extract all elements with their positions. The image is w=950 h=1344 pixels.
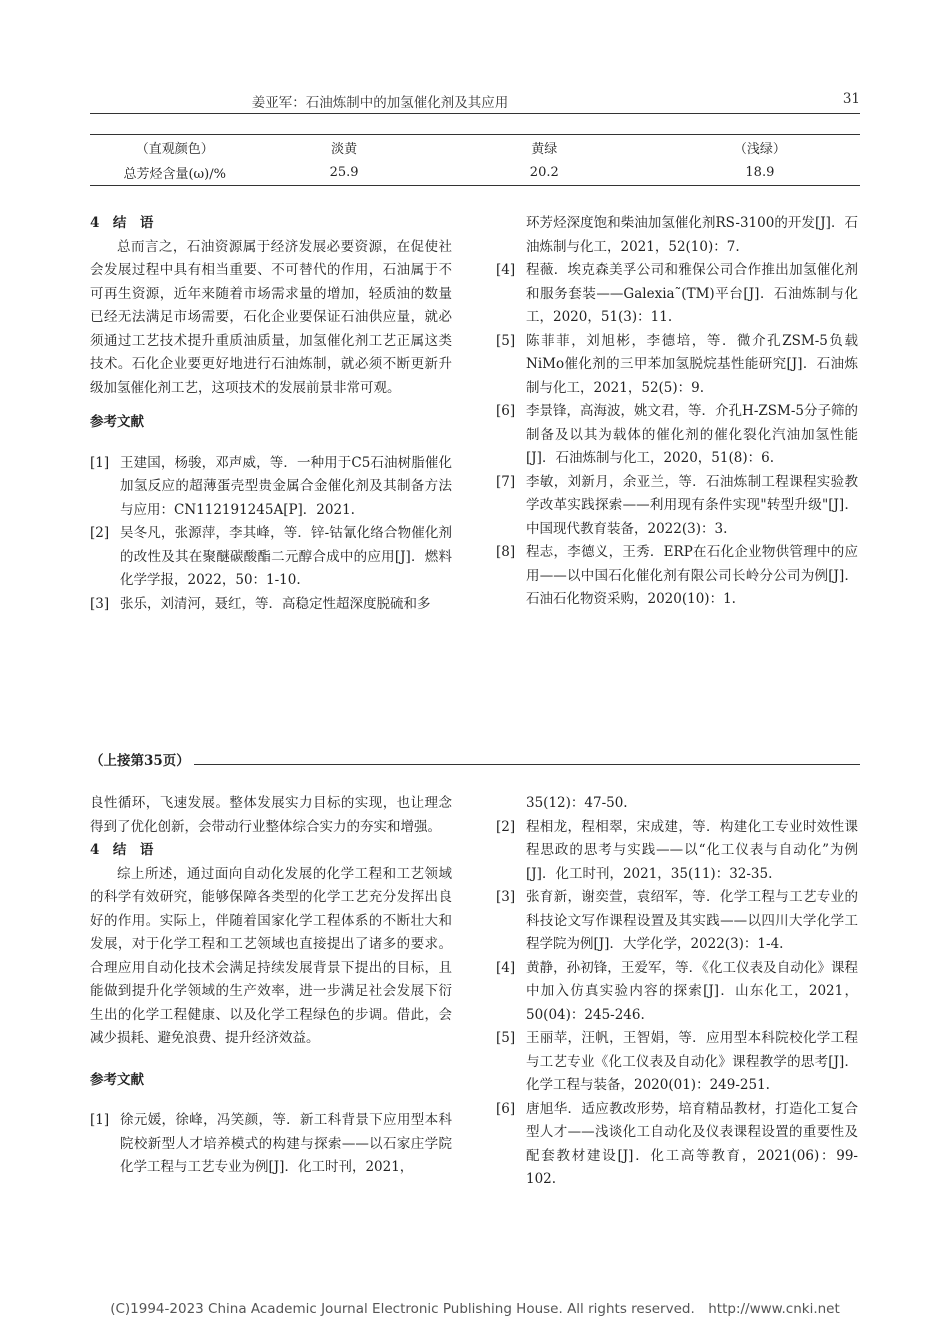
reference-text: 王丽苹，汪帆，王智娟，等．应用型本科院校化学工程与工艺专业《化工仪表及自动化》课程教学的思考[J]．化学工程与装备，2020(01)：249-251.: [526, 1030, 858, 1093]
reference-text: 唐旭华．适应教改形势，培育精品教材，打造化工复合型人才——浅谈化工自动化及仪表课程设置的重要性及配套教材建设[J]．化工高等教育，2021(06)：99-102.: [526, 1100, 858, 1187]
table-cell: 18.9: [660, 160, 860, 186]
reference-number: [2]: [496, 818, 516, 835]
reference-text: 张乐，刘清河，聂红，等．高稳定性超深度脱硫和多: [120, 595, 431, 612]
reference-number: [5]: [496, 1030, 516, 1046]
running-header-title: 姜亚军：石油炼制中的加氢催化剂及其应用: [251, 95, 509, 111]
reference-item: [496, 471, 858, 542]
data-table: [90, 134, 860, 186]
reference-text: 李敏，刘新月，余亚兰，等．石油炼制工程课程实验教学改革实践探索——利用现有条件实现"转型升级"[J]．中国现代教育装备，2022(3)：3.: [526, 473, 858, 537]
reference-item: [496, 400, 858, 471]
table-cell: 25.9: [259, 160, 428, 186]
reference-number: [5]: [496, 332, 516, 349]
reference-continuation: [496, 212, 858, 259]
reference-number: [1]: [90, 1112, 110, 1128]
reference-item: [496, 330, 858, 401]
section-heading: 4 结 语: [90, 842, 154, 858]
reference-item: [90, 522, 452, 593]
article2-left-column: [90, 792, 452, 1180]
reference-item: [496, 541, 858, 612]
reference-number: [6]: [496, 1100, 516, 1117]
reference-item: [90, 593, 452, 617]
continuation-line: [90, 749, 860, 769]
reference-text: 王建国，杨骏，邓声威，等．一种用于C5石油树脂催化加氢反应的超薄蛋壳型贵金属合金催化剂及其制备方法与应用：CN112191245A[P]．2021.: [120, 454, 452, 518]
references-heading: 参考文献: [90, 1071, 144, 1088]
references-heading: 参考文献: [90, 414, 144, 430]
reference-number: [8]: [496, 544, 516, 560]
table-cell-label: 总芳烃含量(ω)/%: [90, 160, 259, 186]
reference-item: [496, 259, 858, 330]
conclusion-paragraph: 总而言之，石油资源属于经济发展必要资源，在促使社会发展过程中具有相当重要、不可替代的作用，石油属于不可再生资源，近年来随着市场需求量的增加，轻质油的数量已经无法满足市场需要，石化企业要保证石油供应量，就必须通过工艺技术提升重质油质量，加氢催化剂工艺正属这类技术。石化企业要更好地进行石油炼制，就必须不断更新升级加氢催化剂工艺，这项技术的发展前景非常可观。: [90, 238, 452, 396]
reference-text: 李景锋，高海波，姚文君，等．介孔H-ZSM-5分子筛的制备及以其为载体的催化剂的催化裂化汽油加氢性能[J]．石油炼制与化工，2020，51(8)：6.: [526, 403, 858, 466]
article1-left-column: [90, 212, 452, 616]
header-rule: [90, 113, 860, 114]
reference-text: 黄静，孙初锋，王爱军，等．《化工仪表及自动化》课程中加入仿真实验内容的探索[J]．山东化工，2021，50(04)：245-246.: [526, 959, 858, 1023]
reference-text: 陈菲菲，刘旭彬，李德培，等．微介孔ZSM-5负载NiMo催化剂的三甲苯加氢脱烷基性能研究[J]．石油炼制与化工，2021，52(5)：9.: [526, 332, 858, 396]
reference-item: [90, 1109, 452, 1180]
reference-item: [496, 1098, 858, 1192]
reference-number: [3]: [496, 889, 516, 905]
reference-text: 张育新，谢奕萱，袁绍军，等．化学工程与工艺专业的科技论文写作课程设置及其实践——以四川大学化学工程学院为例[J]．大学化学，2022(3)：1-4.: [526, 889, 858, 952]
reference-text: 程志，李德义，王秀．ERP在石化企业物供管理中的应用——以中国石化催化剂有限公司长岭分公司为例[J]．石油石化物资采购，2020(10)：1.: [526, 544, 858, 607]
reference-item: [90, 452, 452, 523]
reference-number: [7]: [496, 473, 516, 490]
table-cell: （浅绿）: [660, 135, 860, 161]
reference-text: 程薇．埃克森美孚公司和雅保公司合作推出加氢催化剂和服务套装——Galexia˜(TM)平台[J]．石油炼制与化工，2020，51(3)：11.: [526, 262, 858, 325]
copyright-footer: (C)1994-2023 China Academic Journal Electronic Publishing House. All rights reserved. http://www.cnki.net: [110, 1301, 840, 1317]
conclusion-paragraph: 综上所述，通过面向自动化发展的化学工程和工艺领域的科学有效研究，能够保障各类型的化学工艺充分发挥出良好的作用。实际上，伴随着国家化学工程体系的不断壮大和发展，对于化学工程和工艺领域也直接提出了诸多的要求。合理应用自动化技术会满足持续发展背景下提出的目标，且能做到提升化学领域的生产效率，进一步满足社会发展下衍生出的化学工程健康、以及化学工程绿色的步调。借此，会减少损耗、避免浪费、提升经济效益。: [90, 865, 452, 1046]
table-cell: 黄绿: [429, 135, 660, 161]
reference-item: [496, 957, 858, 1028]
reference-text: 程相龙，程相翠，宋成建，等．构建化工专业时效性课程思政的思考与实践——以“化工仪表与自动化”为例[J]．化工时刊，2021，35(11)：32-35.: [526, 818, 858, 882]
opening-paragraph: 良性循环，飞速发展。整体发展实力目标的实现，也让理念得到了优化创新，会带动行业整体综合实力的夯实和增强。: [90, 795, 452, 835]
reference-text: 35(12)：47-50.: [526, 795, 628, 811]
reference-item: [496, 886, 858, 957]
reference-number: [4]: [496, 262, 516, 278]
reference-item: [496, 1027, 858, 1098]
reference-number: [1]: [90, 454, 110, 471]
reference-number: [4]: [496, 959, 516, 976]
reference-number: [2]: [90, 525, 110, 541]
table-cell: 淡黄: [259, 135, 428, 161]
section-heading: 4 结 语: [90, 215, 154, 231]
reference-item: [496, 816, 858, 887]
reference-continuation: [496, 792, 858, 816]
table-cell-label: （直观颜色）: [90, 135, 259, 161]
continuation-rule: [194, 764, 860, 765]
reference-text: 徐元媛，徐峰，冯笑颜，等．新工科背景下应用型本科院校新型人才培养模式的构建与探索——以石家庄学院化学工程与工艺专业为例[J]．化工时刊，2021，: [120, 1112, 452, 1175]
page-number: 31: [842, 91, 860, 107]
reference-number: [6]: [496, 403, 516, 419]
table-cell: 20.2: [429, 160, 660, 186]
reference-text: 环芳烃深度饱和柴油加氢催化剂RS-3100的开发[J]．石油炼制与化工，2021，52(10)：7.: [526, 215, 858, 255]
continuation-label: （上接第35页）: [90, 753, 190, 769]
reference-number: [3]: [90, 595, 110, 612]
reference-text: 吴冬凡，张源萍，李其峰，等．锌-钴氰化络合物催化剂的改性及其在聚醚碳酸酯二元醇合成中的应用[J]．燃料化学学报，2022，50：1-10.: [120, 525, 452, 588]
article2-right-column: [496, 792, 858, 1192]
article1-right-column: [496, 212, 858, 612]
table-row: [90, 160, 860, 186]
table-row: [90, 135, 860, 161]
